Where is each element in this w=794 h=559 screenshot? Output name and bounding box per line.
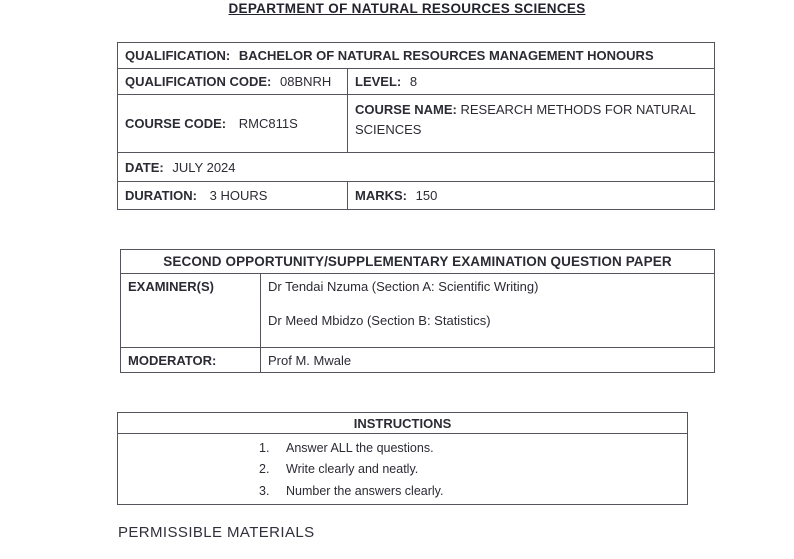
instructions-list bbox=[118, 434, 688, 505]
instruction-text: Number the answers clearly. bbox=[286, 483, 444, 498]
examiner-2: Dr Meed Mbidzo (Section B: Statistics) bbox=[268, 313, 491, 328]
instruction-number: 1. bbox=[259, 440, 270, 455]
qualification-value: BACHELOR OF NATURAL RESOURCES MANAGEMENT HONOURS bbox=[238, 48, 654, 63]
date-cell bbox=[118, 153, 715, 182]
instructions-box bbox=[117, 412, 688, 505]
qualification-code-label: QUALIFICATION CODE: bbox=[125, 74, 272, 89]
instruction-number: 2. bbox=[259, 462, 270, 477]
course-code-cell bbox=[118, 95, 348, 153]
qualification-cell bbox=[118, 43, 715, 69]
exam-paper-table bbox=[120, 249, 715, 373]
date-value: JULY 2024 bbox=[172, 159, 236, 175]
duration-label: DURATION: bbox=[125, 188, 197, 203]
qualification-code-row bbox=[118, 69, 715, 95]
instruction-text: Answer ALL the questions. bbox=[286, 440, 434, 455]
duration-cell bbox=[118, 182, 348, 210]
examiner-1: Dr Tendai Nzuma (Section A: Scientific Writing) bbox=[268, 279, 539, 294]
moderator-label: MODERATOR: bbox=[121, 348, 261, 373]
marks-cell bbox=[348, 182, 715, 210]
exam-paper-title: SECOND OPPORTUNITY/SUPPLEMENTARY EXAMINATION QUESTION PAPER bbox=[121, 250, 715, 274]
instructions-title-row bbox=[118, 413, 688, 434]
instruction-number: 3. bbox=[259, 483, 270, 498]
examiners-label: EXAMINER(S) bbox=[121, 274, 261, 348]
duration-row bbox=[118, 182, 715, 210]
marks-value: 150 bbox=[415, 188, 438, 203]
moderator-row bbox=[121, 348, 715, 373]
instruction-item bbox=[259, 437, 687, 459]
instruction-item bbox=[259, 480, 687, 502]
course-name-value: RESEARCH METHODS FOR NATURAL SCIENCES bbox=[355, 102, 696, 137]
course-name-cell bbox=[348, 95, 715, 153]
department-header-text: DEPARTMENT OF NATURAL RESOURCES SCIENCES bbox=[228, 1, 586, 16]
course-name-label: COURSE NAME: bbox=[355, 102, 457, 117]
instructions-body-row bbox=[118, 434, 688, 505]
date-row bbox=[118, 153, 715, 182]
qualification-row bbox=[118, 43, 715, 69]
level-cell bbox=[348, 69, 715, 95]
qualification-code-cell bbox=[118, 69, 348, 95]
course-code-value: RMC811S bbox=[238, 116, 298, 131]
instruction-item bbox=[259, 459, 687, 481]
qualification-table bbox=[117, 42, 715, 210]
level-label: LEVEL: bbox=[355, 74, 402, 89]
course-code-label: COURSE CODE: bbox=[125, 116, 227, 131]
examiners-row bbox=[121, 274, 715, 348]
level-value: 8 bbox=[409, 74, 418, 89]
permissible-materials-heading: PERMISSIBLE MATERIALS bbox=[118, 524, 315, 541]
course-name-wrap bbox=[355, 100, 707, 139]
date-label: DATE: bbox=[125, 159, 164, 175]
examiners-cell bbox=[261, 274, 715, 348]
marks-label: MARKS: bbox=[355, 188, 407, 203]
instructions-title: INSTRUCTIONS bbox=[118, 413, 688, 434]
exam-title-row bbox=[121, 250, 715, 274]
moderator-value: Prof M. Mwale bbox=[261, 348, 715, 373]
qualification-label: QUALIFICATION: bbox=[125, 48, 231, 63]
qualification-code-value: 08BNRH bbox=[279, 74, 332, 89]
department-header bbox=[0, 0, 794, 16]
instruction-text: Write clearly and neatly. bbox=[286, 462, 419, 477]
duration-value: 3 HOURS bbox=[209, 188, 268, 203]
course-row bbox=[118, 95, 715, 153]
